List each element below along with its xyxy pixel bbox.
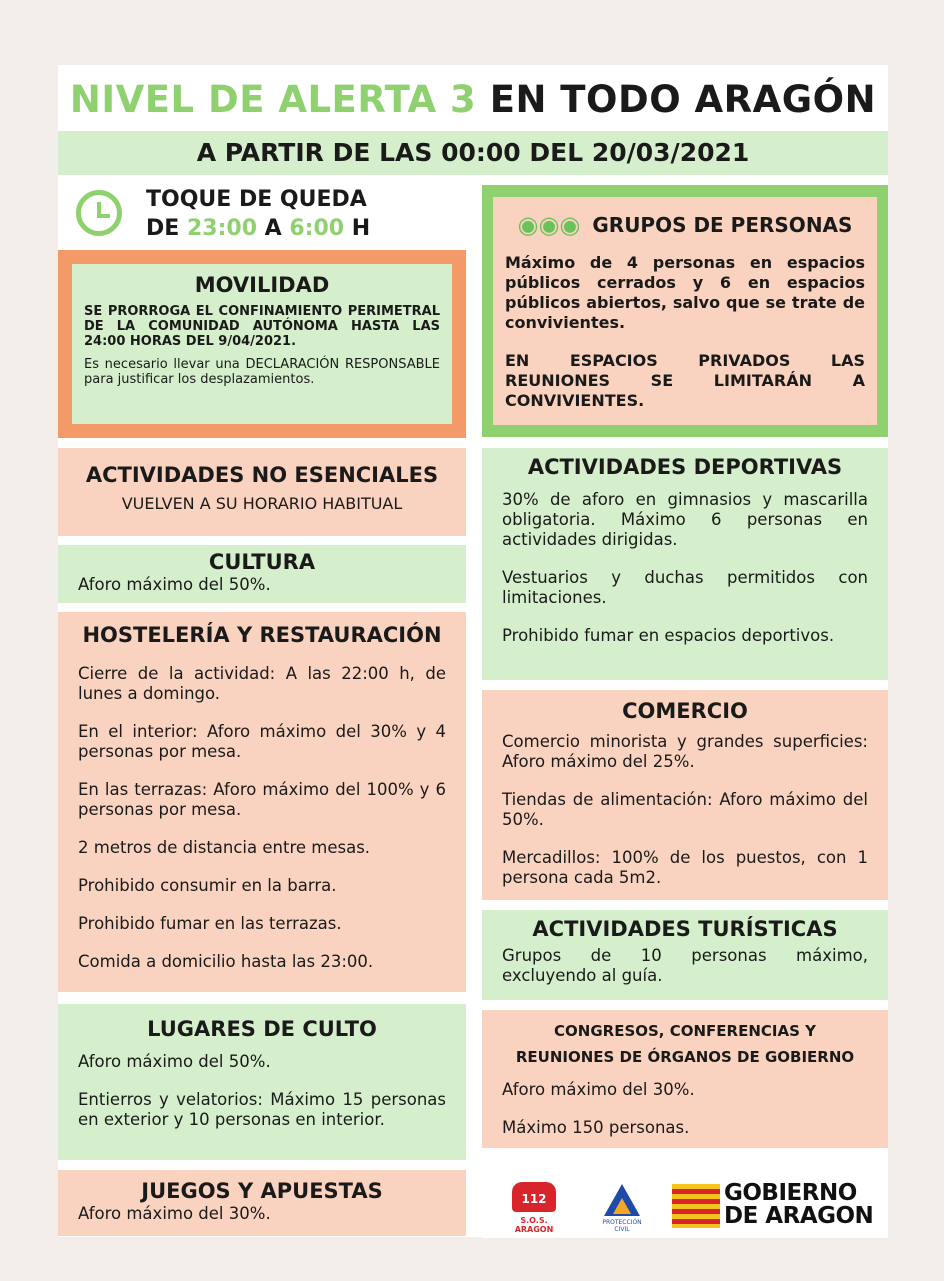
triangle-icon xyxy=(604,1184,640,1216)
movilidad-text-2: Es necesario llevar una DECLARACIÓN RESPONSABLE para justificar los desplazamientos. xyxy=(84,357,440,387)
culto-heading: LUGARES DE CULTO xyxy=(147,1017,377,1041)
grupos-text-2: EN ESPACIOS PRIVADOS LAS REUNIONES SE LIMITARÁN A CONVIVIENTES. xyxy=(505,351,865,410)
movilidad-text-1: SE PRORROGA EL CONFINAMIENTO PERIMETRAL DE LA COMUNIDAD AUTÓNOMA HASTA LAS 24:00 HORAS DEL 9/04/2021. xyxy=(84,304,440,349)
hosteleria-list xyxy=(78,664,446,972)
list-item: Prohibido consumir en la barra. xyxy=(78,876,337,895)
curfew-text xyxy=(146,185,370,243)
list-item: Vestuarios y duchas permitidos con limitaciones. xyxy=(502,568,868,607)
comercio-heading: COMERCIO xyxy=(622,699,748,723)
deportivas-heading: ACTIVIDADES DEPORTIVAS xyxy=(527,455,843,479)
list-item: Cierre de la actividad: A las 22:00 h, de lunes a domingo. xyxy=(78,664,446,703)
congresos-list xyxy=(502,1080,868,1138)
movilidad-section xyxy=(72,264,452,424)
list-item: Prohibido fumar en espacios deportivos. xyxy=(502,626,835,645)
list-item: Aforo máximo del 30%. xyxy=(502,1080,695,1099)
juegos-section xyxy=(58,1170,466,1236)
grupos-section xyxy=(493,197,877,425)
list-item: Prohibido fumar en las terrazas. xyxy=(78,914,342,933)
page-title xyxy=(58,72,888,128)
cultura-heading: CULTURA xyxy=(208,550,316,574)
title-highlight: NIVEL DE ALERTA 3 xyxy=(69,78,477,121)
no-esenciales-section xyxy=(58,448,466,536)
curfew-start: 23:00 xyxy=(186,216,257,241)
list-item: Comida a domicilio hasta las 23:00. xyxy=(78,952,374,971)
sos-aragon-logo: 112 S.O.S. ARAGON xyxy=(504,1182,564,1234)
list-item: Máximo 150 personas. xyxy=(502,1118,690,1137)
no-esenciales-heading: ACTIVIDADES NO ESENCIALES xyxy=(85,463,439,487)
grupos-text-1: Máximo de 4 personas en espacios públicos cerrados y 6 en espacios públicos abiertos, salvo que se trate de convivientes. xyxy=(505,253,865,332)
list-item: Mercadillos: 100% de los puestos, con 1 persona cada 5m2. xyxy=(502,848,868,887)
list-item: 2 metros de distancia entre mesas. xyxy=(78,838,371,857)
cultura-section xyxy=(58,545,466,603)
list-item: 30% de aforo en gimnasios y mascarilla obligatoria. Máximo 6 personas en actividades dirigidas. xyxy=(502,490,868,549)
gobierno-text: GOBIERNO DE ARAGON xyxy=(724,1180,874,1229)
title-rest: EN TODO ARAGÓN xyxy=(489,78,877,121)
proteccion-civil-logo: PROTECCIÓN CIVIL xyxy=(600,1184,644,1234)
people-group-icon: ◉◉◉ xyxy=(517,211,581,239)
gobierno-aragon-logo xyxy=(672,1182,882,1230)
hosteleria-section xyxy=(58,612,466,992)
grupos-header xyxy=(505,211,865,239)
list-item: En el interior: Aforo máximo del 30% y 4 personas por mesa. xyxy=(78,722,446,761)
turisticas-section xyxy=(482,910,888,1000)
clock-icon xyxy=(76,190,122,236)
hosteleria-heading: HOSTELERÍA Y RESTAURACIÓN xyxy=(82,623,442,647)
list-item: Tiendas de alimentación: Aforo máximo del 50%. xyxy=(502,790,868,829)
phone-icon: 112 xyxy=(512,1182,556,1212)
aragon-flag-icon xyxy=(672,1184,720,1228)
comercio-section xyxy=(482,690,888,900)
comercio-list xyxy=(502,732,868,888)
date-banner: A PARTIR DE LAS 00:00 DEL 20/03/2021 xyxy=(58,131,888,175)
deportivas-section xyxy=(482,448,888,680)
deportivas-list xyxy=(502,490,868,646)
curfew-block xyxy=(70,185,470,247)
movilidad-heading: MOVILIDAD xyxy=(194,273,330,297)
no-esenciales-text: VUELVEN A SU HORARIO HABITUAL xyxy=(121,494,403,513)
turisticas-heading: ACTIVIDADES TURÍSTICAS xyxy=(532,917,838,941)
culto-list xyxy=(78,1052,446,1130)
logos-footer xyxy=(482,1168,888,1238)
list-item: En las terrazas: Aforo máximo del 100% y 6 personas por mesa. xyxy=(78,780,446,819)
curfew-end: 6:00 xyxy=(289,216,345,241)
curfew-title: TOQUE DE QUEDA xyxy=(146,187,367,212)
grupos-heading: GRUPOS DE PERSONAS xyxy=(592,213,853,237)
juegos-text: Aforo máximo del 30%. xyxy=(78,1204,271,1223)
list-item: Entierros y velatorios: Máximo 15 personas en exterior y 10 personas en interior. xyxy=(78,1090,446,1129)
curfew-times: DE 23:00 A 6:00 H xyxy=(146,216,371,241)
congresos-heading: CONGRESOS, CONFERENCIAS Y REUNIONES DE ÓRGANOS DE GOBIERNO xyxy=(515,1022,855,1066)
cultura-text: Aforo máximo del 50%. xyxy=(78,575,271,594)
congresos-section xyxy=(482,1010,888,1148)
culto-section xyxy=(58,1004,466,1160)
juegos-heading: JUEGOS Y APUESTAS xyxy=(141,1179,383,1203)
list-item: Aforo máximo del 50%. xyxy=(78,1052,271,1071)
turisticas-text: Grupos de 10 personas máximo, excluyendo al guía. xyxy=(502,946,868,985)
list-item: Comercio minorista y grandes superficies: Aforo máximo del 25%. xyxy=(502,732,868,771)
